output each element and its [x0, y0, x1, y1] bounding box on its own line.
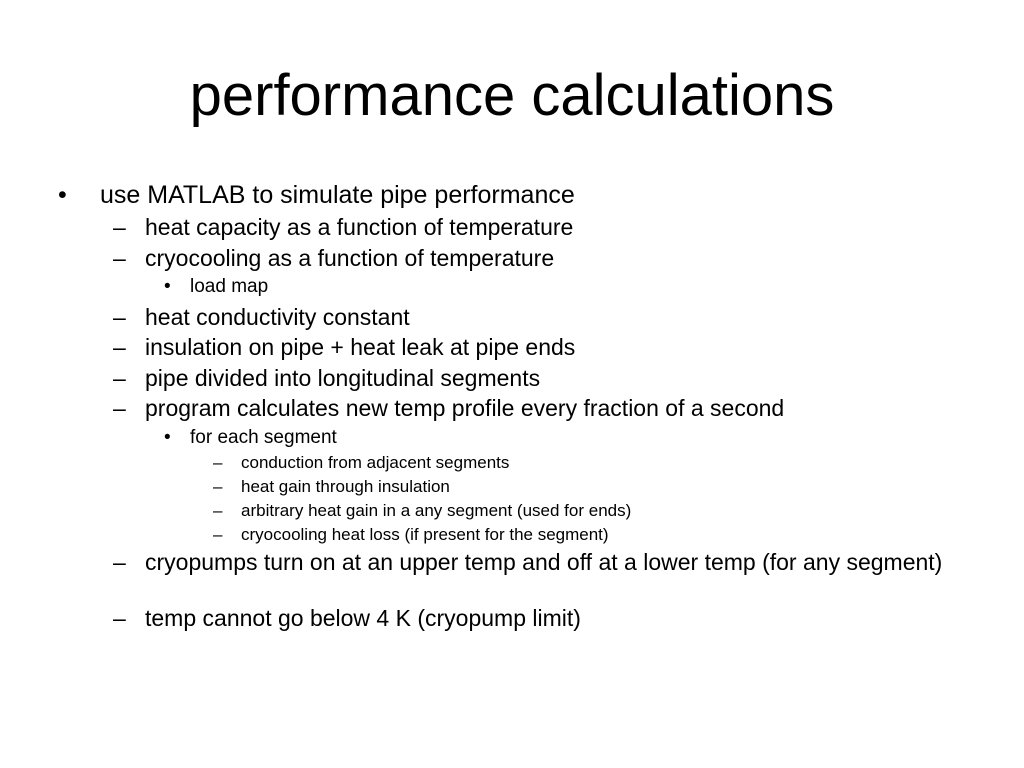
bullet-text: cryocooling heat loss (if present for the segment): [241, 525, 609, 544]
bullet-text: heat conductivity constant: [145, 304, 410, 330]
dash-marker: –: [213, 525, 223, 544]
dash-marker: –: [113, 605, 126, 631]
dash-marker: –: [113, 304, 126, 330]
dash-marker: –: [113, 549, 126, 575]
bullet-text: for each segment: [190, 427, 337, 448]
dash-marker: –: [113, 334, 126, 360]
bullet-text: program calculates new temp profile every fraction of a second: [145, 395, 785, 421]
bullet-text: heat gain through insulation: [241, 477, 450, 496]
dash-marker: –: [213, 477, 223, 496]
bullet-text: conduction from adjacent segments: [241, 453, 510, 472]
dash-marker: –: [113, 214, 126, 240]
bullet-text: cryopumps turn on at an upper temp and off at a lower temp (for any segment): [145, 549, 943, 575]
bullet-text: pipe divided into longitudinal segments: [145, 365, 541, 391]
bullet-text: arbitrary heat gain in a any segment (used for ends): [241, 501, 632, 520]
dash-marker: –: [213, 453, 223, 472]
bullet-text: heat capacity as a function of temperature: [145, 214, 574, 240]
bullet-marker: •: [164, 276, 171, 297]
bullet-text: insulation on pipe + heat leak at pipe ends: [145, 334, 576, 360]
slide-title: performance calculations: [189, 63, 835, 128]
bullet-text: cryocooling as a function of temperature: [145, 245, 555, 271]
dash-marker: –: [213, 501, 223, 520]
bullet-text: use MATLAB to simulate pipe performance: [100, 181, 575, 209]
bullet-marker: •: [164, 427, 171, 448]
bullet-marker: •: [58, 181, 67, 209]
dash-marker: –: [113, 395, 126, 421]
dash-marker: –: [113, 245, 126, 271]
bullet-text: temp cannot go below 4 K (cryopump limit): [145, 605, 581, 631]
bullet-text: load map: [190, 276, 269, 297]
dash-marker: –: [113, 365, 126, 391]
